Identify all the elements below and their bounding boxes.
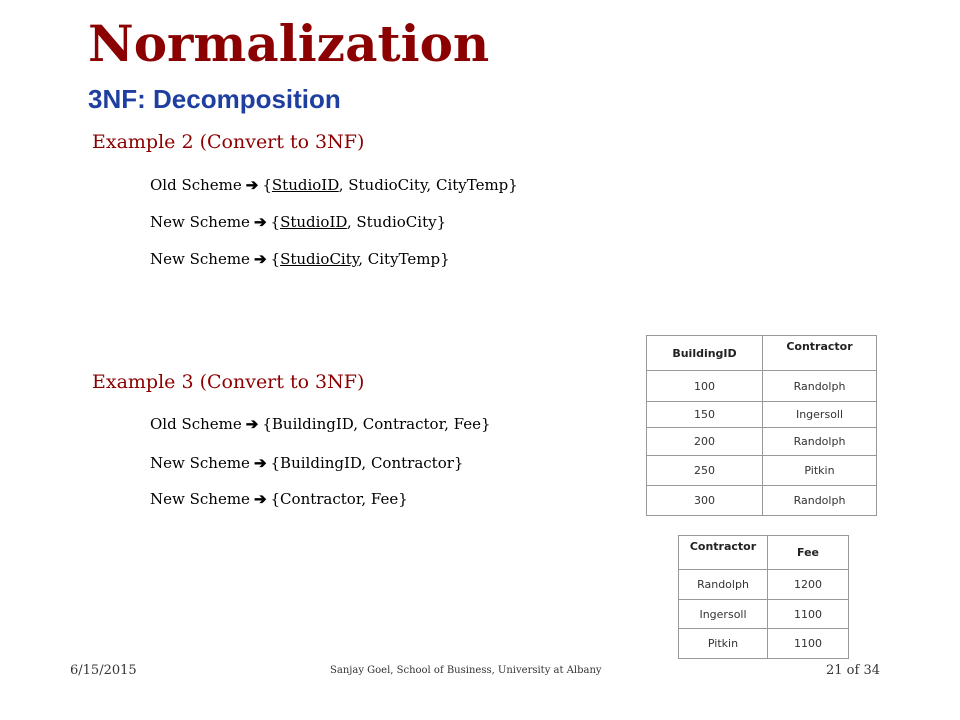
scheme-label: New Scheme [150, 250, 250, 268]
scheme-attributes: {BuildingID, Contractor, Fee} [262, 415, 491, 433]
column-header: Contractor [679, 536, 768, 570]
table-cell: 1100 [768, 600, 849, 629]
scheme-attributes: , StudioCity} [346, 213, 447, 231]
contractor-fee-table [678, 535, 849, 659]
scheme-label: New Scheme [150, 490, 250, 508]
scheme-label: Old Scheme [150, 176, 242, 194]
right-arrow-icon: ➔ [245, 176, 259, 194]
scheme-label: New Scheme [150, 454, 250, 472]
table-row [647, 456, 877, 486]
example2-line-2: New Scheme ➔ {StudioID, StudioCity} [150, 213, 447, 231]
table-cell: Pitkin [763, 456, 877, 486]
table-header-row [679, 536, 849, 570]
table-row [679, 629, 849, 659]
table-cell: Ingersoll [679, 600, 768, 629]
table-row [679, 570, 849, 600]
table-cell: 100 [647, 371, 763, 402]
table-row [647, 428, 877, 456]
table-row [647, 402, 877, 428]
scheme-attributes: , CityTemp} [358, 250, 450, 268]
key-attribute: StudioCity [280, 250, 359, 268]
table-cell: Randolph [763, 371, 877, 402]
right-arrow-icon: ➔ [253, 454, 267, 472]
column-header: Contractor [763, 336, 877, 371]
right-arrow-icon: ➔ [253, 490, 267, 508]
scheme-attributes: , StudioCity, CityTemp} [338, 176, 518, 194]
scheme-label: Old Scheme [150, 415, 242, 433]
example3-heading: Example 3 (Convert to 3NF) [92, 371, 365, 393]
footer-author: Sanjay Goel, School of Business, University at Albany [330, 665, 602, 676]
footer-date: 6/15/2015 [70, 663, 137, 678]
table-header-row [647, 336, 877, 371]
table-cell: 300 [647, 486, 763, 516]
column-header: Fee [768, 536, 849, 570]
scheme-attributes: {BuildingID, Contractor} [270, 454, 464, 472]
slide-subtitle: 3NF: Decomposition [88, 84, 341, 114]
footer-page-number: 21 of 34 [826, 663, 880, 678]
right-arrow-icon: ➔ [253, 213, 267, 231]
table-cell: Pitkin [679, 629, 768, 659]
table-cell: Randolph [679, 570, 768, 600]
example3-line-2 [150, 454, 463, 472]
table-row [647, 371, 877, 402]
slide-title: Normalization [88, 14, 490, 73]
table-cell: 1100 [768, 629, 849, 659]
table-row [647, 486, 877, 516]
scheme-label: New Scheme [150, 213, 250, 231]
key-attribute: StudioID [271, 176, 339, 194]
table-row [679, 600, 849, 629]
column-header: BuildingID [647, 336, 763, 371]
table-cell: 1200 [768, 570, 849, 600]
right-arrow-icon: ➔ [253, 250, 267, 268]
table-cell: 250 [647, 456, 763, 486]
example2-heading: Example 2 (Convert to 3NF) [92, 131, 365, 153]
table-cell: Ingersoll [763, 402, 877, 428]
example2-line-3: New Scheme ➔ {StudioCity, CityTemp} [150, 250, 450, 268]
table-cell: 150 [647, 402, 763, 428]
table-cell: Randolph [763, 428, 877, 456]
example3-line-3 [150, 490, 408, 508]
right-arrow-icon: ➔ [245, 415, 259, 433]
example2-line-1: Old Scheme ➔ {StudioID, StudioCity, CityTemp} [150, 176, 518, 194]
example3-line-1 [150, 415, 491, 433]
table-cell: Randolph [763, 486, 877, 516]
scheme-attributes: {Contractor, Fee} [270, 490, 408, 508]
building-contractor-table [646, 335, 877, 516]
table-cell: 200 [647, 428, 763, 456]
key-attribute: StudioID [280, 213, 347, 231]
